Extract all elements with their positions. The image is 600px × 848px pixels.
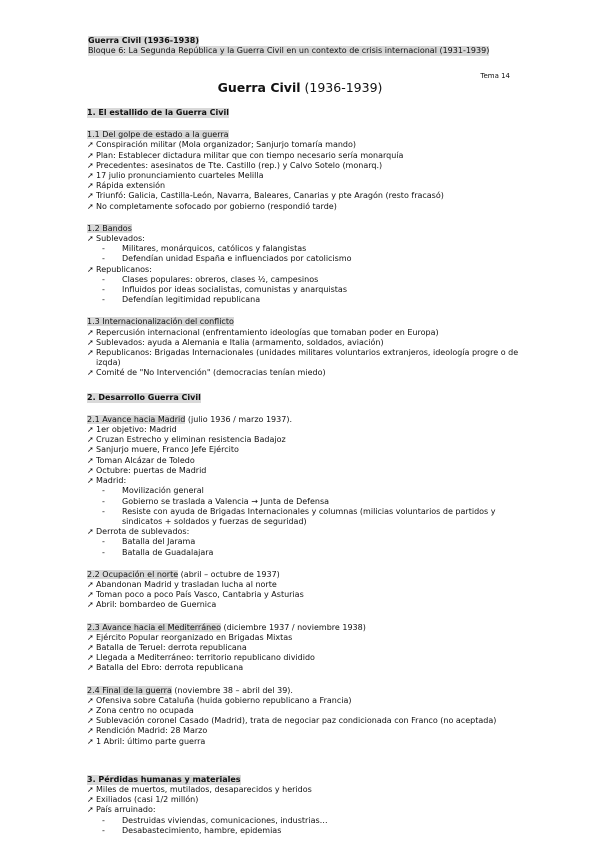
list-item-text: Plan: Establecer dictadura militar que con tiempo necesario sería monarquía [96, 150, 404, 160]
subsection-2-2: 2.2 Ocupación el norte (abril – octubre de 1937) [87, 569, 280, 579]
list-item [87, 425, 527, 435]
arrow-bullet-icon: ➚ [87, 327, 94, 337]
sub-list-item [87, 537, 527, 547]
list-2-3 [87, 633, 527, 674]
list-item [87, 696, 527, 706]
list-item [87, 663, 527, 673]
list-item-text: Repercusión internacional (enfrentamiento ideologías que tomaban poder en Europa) [96, 327, 439, 337]
list-item-text: Precedentes: asesinatos de Tte. Castillo (rep.) y Calvo Sotelo (monarq.) [96, 160, 383, 170]
sub-list-item-text: Clases populares: obreros, clases ½, campesinos [122, 274, 319, 284]
arrow-bullet-icon: ➚ [87, 805, 94, 815]
list-item-text: Ejército Popular reorganizado en Brigadas Mixtas [96, 632, 293, 642]
list-item [87, 456, 527, 466]
sub-list-item-text: Destruidas viviendas, comunicaciones, industrias… [122, 815, 328, 825]
arrow-bullet-icon: ➚ [87, 784, 94, 794]
arrow-bullet-icon: ➚ [87, 465, 94, 475]
subsection-1-1: 1.1 Del golpe de estado a la guerra [87, 130, 229, 140]
arrow-bullet-icon: ➚ [87, 705, 94, 715]
dash-bullet: - [102, 506, 105, 516]
list-item-text: Batalla del Ebro: derrota republicana [96, 663, 244, 673]
list-derrota [87, 537, 527, 557]
dash-bullet: - [102, 496, 105, 506]
arrow-bullet-icon: ➚ [87, 695, 94, 705]
list-item [87, 328, 527, 338]
sub-list-item [87, 548, 527, 558]
list-item [87, 140, 527, 150]
sub-list-item [87, 486, 527, 496]
list-item [87, 600, 527, 610]
arrow-bullet-icon: ➚ [87, 160, 94, 170]
list-item [87, 805, 527, 815]
list-item-text: 1 Abril: último parte guerra [96, 736, 206, 746]
arrow-bullet-icon: ➚ [87, 337, 94, 347]
subsection-2-3: 2.3 Avance hacia el Mediterráneo (diciembre 1937 / noviembre 1938) [87, 622, 366, 632]
sub-list-item [87, 275, 527, 285]
sub-list-item-text: Movilización general [122, 486, 204, 496]
list-item: ➚ Republicanos: [87, 264, 152, 274]
list-item [87, 181, 527, 191]
sub-list-item-text: Batalla del Jarama [122, 537, 196, 547]
page-title [0, 80, 600, 95]
list-item: ➚ Derrota de sublevados: [87, 527, 190, 537]
arrow-bullet-icon: ➚ [87, 590, 94, 600]
list-sublevados [87, 244, 527, 264]
sub-list-item-text: Influidos por ideas socialistas, comunistas y anarquistas [122, 285, 347, 295]
list-item-text: Triunfó: Galicia, Castilla-León, Navarra, Baleares, Canarias y pte Aragón (resto fracasó) [96, 191, 444, 201]
sub-list-item [87, 285, 527, 295]
sub-list-item [87, 254, 527, 264]
list-1-1 [87, 140, 527, 211]
list-item [87, 368, 527, 378]
list-item-text: País arruinado: [96, 805, 156, 815]
sub-list-item [87, 816, 527, 826]
dash-bullet: - [102, 244, 105, 254]
list-item [87, 348, 527, 368]
sub-list-item-text: Militares, monárquicos, católicos y falangistas [122, 244, 307, 254]
sub-list-item-text: Resiste con ayuda de Brigadas Internacionales y columnas (milicias voluntarios de partidos y sindicatos + soldados y fuerzas de seguridad) [122, 506, 496, 526]
list-item [87, 151, 527, 161]
arrow-bullet-icon: ➚ [87, 348, 94, 358]
list-item [87, 466, 527, 476]
dash-bullet: - [102, 295, 105, 305]
list-item [87, 202, 527, 212]
arrow-bullet-icon: ➚ [87, 435, 94, 445]
list-item-text: Rápida extensión [96, 181, 166, 191]
list-item-text: Conspiración militar (Mola organizador; Sanjurjo tomaría mando) [96, 140, 357, 150]
list-item [87, 726, 527, 736]
list-item-text: Miles de muertos, mutilados, desaparecidos y heridos [96, 784, 312, 794]
sub-list-item [87, 244, 527, 254]
list-item [87, 191, 527, 201]
arrow-bullet-icon: ➚ [87, 201, 94, 211]
list-item [87, 653, 527, 663]
list-2-1 [87, 425, 527, 476]
list-item-text: Rendición Madrid: 28 Marzo [96, 726, 208, 736]
list-item-text: Llegada a Mediterráneo: territorio republicano dividido [96, 653, 315, 663]
subsection-1-2: 1.2 Bandos [87, 223, 132, 233]
list-item: ➚ Madrid: [87, 476, 127, 486]
arrow-bullet-icon: ➚ [87, 600, 94, 610]
arrow-bullet-icon: ➚ [87, 191, 94, 201]
list-item [87, 716, 527, 726]
dash-bullet: - [102, 486, 105, 496]
list-item-text: Batalla de Teruel: derrota republicana [96, 642, 247, 652]
arrow-bullet-icon: ➚ [87, 181, 94, 191]
arrow-bullet-icon: ➚ [87, 150, 94, 160]
arrow-bullet-icon: ➚ [87, 716, 94, 726]
document-body [87, 104, 527, 836]
arrow-bullet-icon: ➚ [87, 140, 94, 150]
list-item [87, 706, 527, 716]
list-3-sub [87, 816, 527, 836]
dash-bullet: - [102, 537, 105, 547]
subsection-2-4: 2.4 Final de la guerra (noviembre 38 – abril del 39). [87, 685, 293, 695]
dash-bullet: - [102, 825, 105, 835]
sub-list-item-text: Defendían unidad España e influenciados por catolicismo [122, 254, 352, 264]
list-item [87, 435, 527, 445]
sub-list-item [87, 826, 527, 836]
list-item [87, 795, 527, 805]
list-item-text: Sublevados: ayuda a Alemania e Italia (armamento, soldados, aviación) [96, 337, 384, 347]
list-item-text: 17 julio pronunciamiento cuarteles Melilla [96, 171, 264, 181]
list-item [87, 737, 527, 747]
arrow-bullet-icon: ➚ [87, 736, 94, 746]
tema-label: Tema 14 [480, 72, 510, 80]
arrow-bullet-icon: ➚ [87, 455, 94, 465]
section-1-title: 1. El estallido de la Guerra Civil [87, 108, 229, 117]
header-title: Guerra Civil (1936-1938) [88, 36, 200, 45]
page-header [88, 36, 489, 56]
list-item-text: Comité de "No Intervención" (democracias tenían miedo) [96, 368, 326, 378]
list-item-text: Sublevación coronel Casado (Madrid), trata de negociar paz condicionada con Franco (no aceptada) [96, 716, 497, 726]
arrow-bullet-icon: ➚ [87, 425, 94, 435]
dash-bullet: - [102, 815, 105, 825]
arrow-bullet-icon: ➚ [87, 264, 94, 274]
list-1-3 [87, 328, 527, 379]
list-2-2 [87, 580, 527, 611]
list-item-text: Abandonan Madrid y trasladan lucha al norte [96, 579, 277, 589]
subsection-2-1: 2.1 Avance hacia Madrid (julio 1936 / marzo 1937). [87, 414, 292, 424]
arrow-bullet-icon: ➚ [87, 632, 94, 642]
subsection-1-3: 1.3 Internacionalización del conflicto [87, 317, 234, 327]
list-item: ➚ Sublevados: [87, 234, 145, 244]
list-item-text: Cruzan Estrecho y eliminan resistencia Badajoz [96, 435, 286, 445]
list-item [87, 161, 527, 171]
list-item [87, 643, 527, 653]
list-item-text: Sanjurjo muere, Franco Jefe Ejército [96, 445, 239, 455]
list-item-text: Toman poco a poco País Vasco, Cantabria y Asturias [96, 590, 304, 600]
arrow-bullet-icon: ➚ [87, 445, 94, 455]
list-item-text: Zona centro no ocupada [96, 705, 194, 715]
list-item [87, 580, 527, 590]
dash-bullet: - [102, 274, 105, 284]
list-item-text: Octubre: puertas de Madrid [96, 465, 207, 475]
dash-bullet: - [102, 254, 105, 264]
list-item-text: Abril: bombardeo de Guernica [96, 600, 217, 610]
list-item [87, 338, 527, 348]
list-item-text: 1er objetivo: Madrid [96, 425, 177, 435]
sub-list-item [87, 507, 527, 527]
arrow-bullet-icon: ➚ [87, 476, 94, 486]
list-item-text: Republicanos: Brigadas Internacionales (unidades militares voluntarios extranjeros, ideología progre o de izqda) [96, 348, 519, 368]
sub-list-item-text: Gobierno se traslada a Valencia → Junta de Defensa [122, 496, 330, 506]
title-years: (1936-1939) [304, 80, 383, 95]
list-item [87, 590, 527, 600]
arrow-bullet-icon: ➚ [87, 795, 94, 805]
list-item [87, 785, 527, 795]
sub-list-item-text: Batalla de Guadalajara [122, 547, 214, 557]
arrow-bullet-icon: ➚ [87, 653, 94, 663]
list-madrid [87, 486, 527, 527]
arrow-bullet-icon: ➚ [87, 726, 94, 736]
sub-list-item [87, 295, 527, 305]
sub-list-item-text: Defendían legitimidad republicana [122, 295, 261, 305]
header-subtitle: Bloque 6: La Segunda República y la Guerra Civil en un contexto de crisis internacional (1931-1939) [88, 46, 490, 55]
arrow-bullet-icon: ➚ [87, 579, 94, 589]
sub-list-item-text: Desabastecimiento, hambre, epidemias [122, 825, 282, 835]
dash-bullet: - [102, 547, 105, 557]
arrow-bullet-icon: ➚ [87, 663, 94, 673]
arrow-bullet-icon: ➚ [87, 368, 94, 378]
list-item [87, 171, 527, 181]
list-item-text: Exiliados (casi 1/2 millón) [96, 795, 199, 805]
list-3 [87, 785, 527, 816]
list-2-4 [87, 696, 527, 747]
section-2-title: 2. Desarrollo Guerra Civil [87, 392, 201, 402]
list-item [87, 445, 527, 455]
arrow-bullet-icon: ➚ [87, 642, 94, 652]
list-item-text: Toman Alcázar de Toledo [96, 455, 195, 465]
arrow-bullet-icon: ➚ [87, 527, 94, 537]
sub-list-item [87, 497, 527, 507]
list-item [87, 633, 527, 643]
arrow-bullet-icon: ➚ [87, 234, 94, 244]
dash-bullet: - [102, 285, 105, 295]
list-republicanos [87, 275, 527, 306]
list-item-text: No completamente sofocado por gobierno (respondió tarde) [96, 201, 337, 211]
arrow-bullet-icon: ➚ [87, 171, 94, 181]
title-main: Guerra Civil [217, 80, 301, 95]
list-item-text: Ofensiva sobre Cataluña (huida gobierno republicano a Francia) [96, 695, 352, 705]
section-3-title: 3. Pérdidas humanas y materiales [87, 774, 241, 784]
